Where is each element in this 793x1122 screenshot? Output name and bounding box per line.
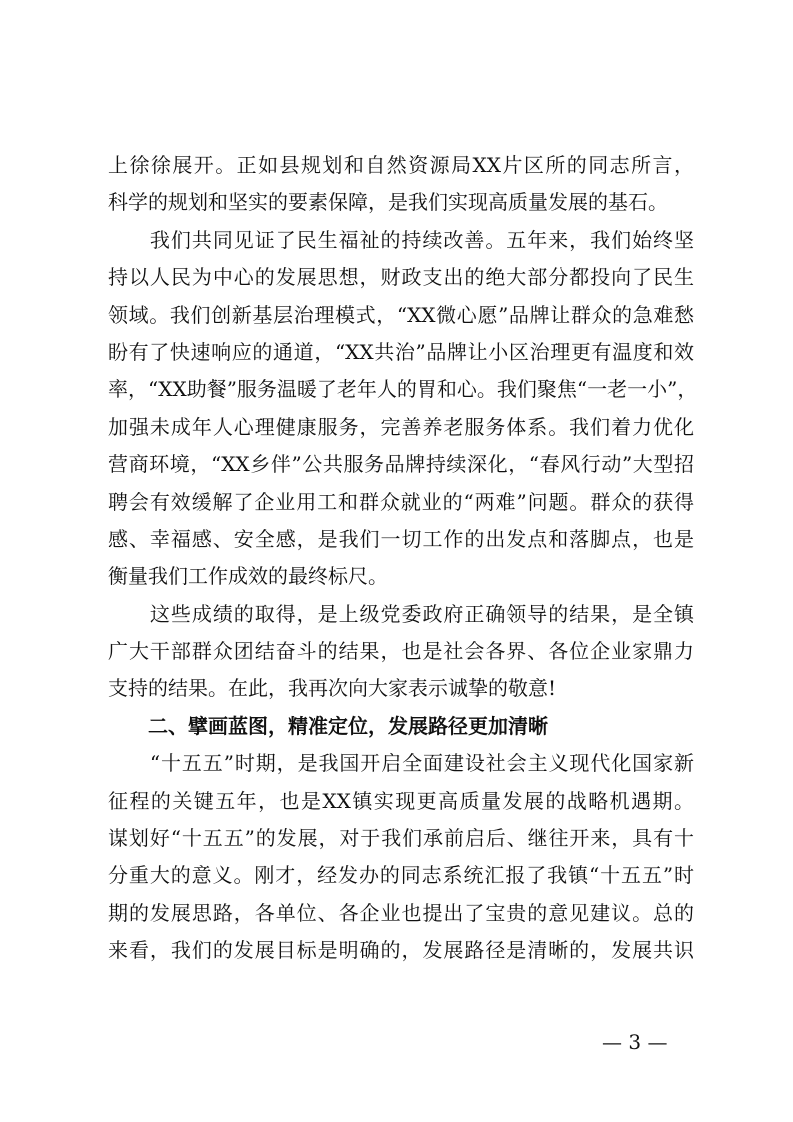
- text-line: 营商环境，“XX乡伴”公共服务品牌持续深化，“春风行动”大型招: [108, 452, 694, 477]
- text-line: 领域。我们创新基层治理模式，“XX微心愿”品牌让群众的急难愁: [108, 302, 694, 327]
- page-number: — 3 —: [602, 1030, 668, 1054]
- text-line: 感、幸福感、安全感，是我们一切工作的出发点和落脚点，也是: [108, 526, 694, 551]
- text-line: 支持的结果。在此，我再次向大家表示诚挚的敬意!: [108, 676, 557, 701]
- text-line: 这些成绩的取得，是上级党委政府正确领导的结果，是全镇: [108, 601, 694, 626]
- text-line: 聘会有效缓解了企业用工和群众就业的“两难”问题。群众的获得: [108, 489, 694, 514]
- text-line: 上徐徐展开。正如县规划和自然资源局XX片区所的同志所言，: [108, 153, 694, 177]
- text-line: “十五五”时期，是我国开启全面建设社会主义现代化国家新: [108, 751, 694, 776]
- text-line: 谋划好“十五五”的发展，对于我们承前启后、继往开来，具有十: [108, 826, 694, 851]
- body-text: [108, 147, 698, 970]
- text-line: 我们共同见证了民生福祉的持续改善。五年来，我们始终坚: [108, 227, 694, 252]
- text-line: 期的发展思路，各单位、各企业也提出了宝贵的意见建议。总的: [108, 900, 694, 925]
- text-line: 衡量我们工作成效的最终标尺。: [108, 564, 388, 589]
- text-line: 科学的规划和坚实的要素保障，是我们实现高质量发展的基石。: [108, 190, 668, 215]
- text-line: 率，“XX助餐”服务温暖了老年人的胃和心。我们聚焦“一老一小”，: [108, 377, 698, 402]
- text-line: 持以人民为中心的发展思想，财政支出的绝大部分都投向了民生: [108, 265, 694, 290]
- text-line: 来看，我们的发展目标是明确的，发展路径是清晰的，发展共识: [108, 938, 694, 963]
- text-line: 盼有了快速响应的通道，“XX共治”品牌让小区治理更有温度和效: [108, 339, 694, 364]
- text-line: 分重大的意义。刚才，经发办的同志系统汇报了我镇“十五五”时: [108, 863, 694, 888]
- text-line: 广大干部群众团结奋斗的结果，也是社会各界、各位企业家鼎力: [108, 639, 694, 664]
- text-line: 加强未成年人心理健康服务，完善养老服务体系。我们着力优化: [108, 414, 694, 439]
- text-line: 征程的关键五年，也是XX镇实现更高质量发展的战略机遇期。: [108, 788, 694, 813]
- section-heading: 二、擘画蓝图，精准定位，发展路径更加清晰: [108, 713, 548, 738]
